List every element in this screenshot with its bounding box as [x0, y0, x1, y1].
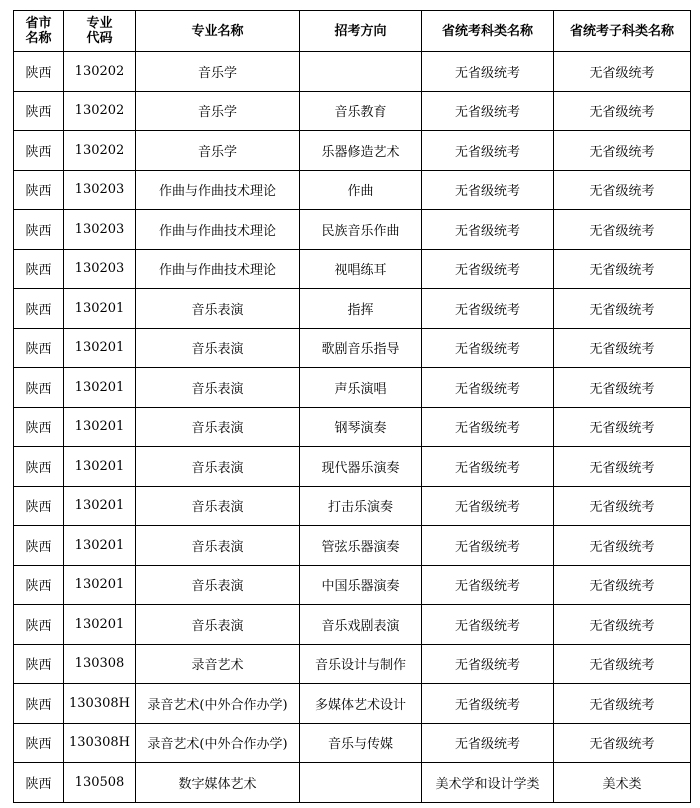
cell-direction — [300, 763, 422, 803]
cell-code: 130201 — [64, 486, 136, 526]
cell-code: 130201 — [64, 565, 136, 605]
cell-major: 音乐表演 — [136, 328, 300, 368]
header-province: 省市 名称 — [14, 11, 64, 52]
cell-major: 录音艺术 — [136, 644, 300, 684]
cell-exam-subcategory: 无省级统考 — [554, 526, 691, 566]
cell-major: 数字媒体艺术 — [136, 763, 300, 803]
cell-exam-subcategory: 无省级统考 — [554, 328, 691, 368]
cell-code: 130201 — [64, 328, 136, 368]
header-exam-subcategory: 省统考子科类名称 — [554, 11, 691, 52]
cell-direction: 音乐设计与制作 — [300, 644, 422, 684]
cell-province: 陕西 — [14, 368, 64, 408]
table-row — [14, 526, 691, 566]
cell-province: 陕西 — [14, 565, 64, 605]
cell-exam-subcategory: 无省级统考 — [554, 170, 691, 210]
cell-code: 130203 — [64, 249, 136, 289]
cell-major: 音乐表演 — [136, 447, 300, 487]
cell-exam-subcategory: 无省级统考 — [554, 684, 691, 724]
cell-code: 130201 — [64, 447, 136, 487]
cell-province: 陕西 — [14, 644, 64, 684]
cell-direction: 音乐与传媒 — [300, 723, 422, 763]
table-row — [14, 170, 691, 210]
header-exam-category: 省统考科类名称 — [422, 11, 554, 52]
cell-major: 音乐表演 — [136, 526, 300, 566]
cell-province: 陕西 — [14, 328, 64, 368]
cell-code: 130308H — [64, 684, 136, 724]
cell-direction: 声乐演唱 — [300, 368, 422, 408]
cell-code: 130201 — [64, 605, 136, 645]
cell-major: 音乐表演 — [136, 605, 300, 645]
cell-province: 陕西 — [14, 486, 64, 526]
cell-exam-category: 无省级统考 — [422, 407, 554, 447]
cell-major: 音乐表演 — [136, 368, 300, 408]
cell-code: 130202 — [64, 131, 136, 171]
cell-exam-category: 无省级统考 — [422, 210, 554, 250]
cell-exam-subcategory: 无省级统考 — [554, 91, 691, 131]
cell-exam-category: 无省级统考 — [422, 605, 554, 645]
cell-province: 陕西 — [14, 249, 64, 289]
cell-major: 作曲与作曲技术理论 — [136, 170, 300, 210]
table-row — [14, 131, 691, 171]
cell-major: 音乐表演 — [136, 486, 300, 526]
cell-major: 音乐表演 — [136, 407, 300, 447]
cell-exam-category: 美术学和设计学类 — [422, 763, 554, 803]
cell-code: 130201 — [64, 368, 136, 408]
cell-code: 130308H — [64, 723, 136, 763]
cell-code: 130201 — [64, 526, 136, 566]
cell-direction: 音乐戏剧表演 — [300, 605, 422, 645]
table-row — [14, 684, 691, 724]
cell-direction: 打击乐演奏 — [300, 486, 422, 526]
cell-province: 陕西 — [14, 131, 64, 171]
table-row — [14, 210, 691, 250]
cell-direction: 音乐教育 — [300, 91, 422, 131]
table-row — [14, 52, 691, 92]
cell-exam-subcategory: 无省级统考 — [554, 407, 691, 447]
cell-exam-category: 无省级统考 — [422, 447, 554, 487]
cell-direction: 民族音乐作曲 — [300, 210, 422, 250]
table-row — [14, 605, 691, 645]
cell-code: 130203 — [64, 170, 136, 210]
cell-exam-subcategory: 美术类 — [554, 763, 691, 803]
cell-major: 作曲与作曲技术理论 — [136, 210, 300, 250]
header-major-name: 专业名称 — [136, 11, 300, 52]
cell-direction: 钢琴演奏 — [300, 407, 422, 447]
cell-exam-subcategory: 无省级统考 — [554, 249, 691, 289]
cell-exam-category: 无省级统考 — [422, 644, 554, 684]
cell-exam-category: 无省级统考 — [422, 91, 554, 131]
cell-exam-category: 无省级统考 — [422, 52, 554, 92]
cell-code: 130308 — [64, 644, 136, 684]
table-row — [14, 763, 691, 803]
cell-exam-subcategory: 无省级统考 — [554, 644, 691, 684]
cell-exam-category: 无省级统考 — [422, 289, 554, 329]
header-direction: 招考方向 — [300, 11, 422, 52]
table-row — [14, 91, 691, 131]
cell-exam-category: 无省级统考 — [422, 565, 554, 605]
majors-table — [13, 10, 691, 803]
cell-exam-subcategory: 无省级统考 — [554, 447, 691, 487]
cell-exam-category: 无省级统考 — [422, 368, 554, 408]
table-row — [14, 644, 691, 684]
cell-direction — [300, 52, 422, 92]
cell-province: 陕西 — [14, 289, 64, 329]
cell-exam-category: 无省级统考 — [422, 328, 554, 368]
cell-province: 陕西 — [14, 210, 64, 250]
cell-code: 130202 — [64, 91, 136, 131]
cell-direction: 乐器修造艺术 — [300, 131, 422, 171]
cell-province: 陕西 — [14, 52, 64, 92]
cell-direction: 中国乐器演奏 — [300, 565, 422, 605]
table-header-row — [14, 11, 691, 52]
cell-major: 音乐表演 — [136, 565, 300, 605]
cell-exam-subcategory: 无省级统考 — [554, 565, 691, 605]
cell-exam-subcategory: 无省级统考 — [554, 210, 691, 250]
cell-code: 130508 — [64, 763, 136, 803]
cell-exam-category: 无省级统考 — [422, 526, 554, 566]
cell-exam-category: 无省级统考 — [422, 249, 554, 289]
cell-exam-category: 无省级统考 — [422, 684, 554, 724]
cell-province: 陕西 — [14, 605, 64, 645]
table-row — [14, 565, 691, 605]
table-row — [14, 447, 691, 487]
cell-exam-subcategory: 无省级统考 — [554, 486, 691, 526]
cell-major: 音乐表演 — [136, 289, 300, 329]
cell-exam-subcategory: 无省级统考 — [554, 605, 691, 645]
cell-direction: 多媒体艺术设计 — [300, 684, 422, 724]
cell-province: 陕西 — [14, 447, 64, 487]
cell-exam-subcategory: 无省级统考 — [554, 52, 691, 92]
cell-major: 音乐学 — [136, 131, 300, 171]
cell-direction: 现代器乐演奏 — [300, 447, 422, 487]
cell-exam-category: 无省级统考 — [422, 170, 554, 210]
cell-province: 陕西 — [14, 684, 64, 724]
cell-exam-subcategory: 无省级统考 — [554, 131, 691, 171]
cell-code: 130201 — [64, 289, 136, 329]
cell-exam-category: 无省级统考 — [422, 723, 554, 763]
cell-province: 陕西 — [14, 723, 64, 763]
cell-code: 130203 — [64, 210, 136, 250]
cell-exam-subcategory: 无省级统考 — [554, 368, 691, 408]
cell-exam-category: 无省级统考 — [422, 486, 554, 526]
cell-exam-subcategory: 无省级统考 — [554, 289, 691, 329]
cell-province: 陕西 — [14, 91, 64, 131]
cell-province: 陕西 — [14, 407, 64, 447]
table-row — [14, 289, 691, 329]
table-row — [14, 723, 691, 763]
cell-direction: 作曲 — [300, 170, 422, 210]
table-row — [14, 249, 691, 289]
cell-direction: 管弦乐器演奏 — [300, 526, 422, 566]
cell-code: 130202 — [64, 52, 136, 92]
cell-major: 音乐学 — [136, 52, 300, 92]
cell-exam-category: 无省级统考 — [422, 131, 554, 171]
cell-province: 陕西 — [14, 763, 64, 803]
header-code: 专业 代码 — [64, 11, 136, 52]
table-row — [14, 328, 691, 368]
cell-major: 作曲与作曲技术理论 — [136, 249, 300, 289]
cell-direction: 指挥 — [300, 289, 422, 329]
cell-province: 陕西 — [14, 526, 64, 566]
cell-province: 陕西 — [14, 170, 64, 210]
table-row — [14, 407, 691, 447]
cell-code: 130201 — [64, 407, 136, 447]
cell-direction: 歌剧音乐指导 — [300, 328, 422, 368]
cell-exam-subcategory: 无省级统考 — [554, 723, 691, 763]
table-row — [14, 486, 691, 526]
cell-direction: 视唱练耳 — [300, 249, 422, 289]
cell-major: 录音艺术(中外合作办学) — [136, 684, 300, 724]
table-row — [14, 368, 691, 408]
cell-major: 音乐学 — [136, 91, 300, 131]
cell-major: 录音艺术(中外合作办学) — [136, 723, 300, 763]
